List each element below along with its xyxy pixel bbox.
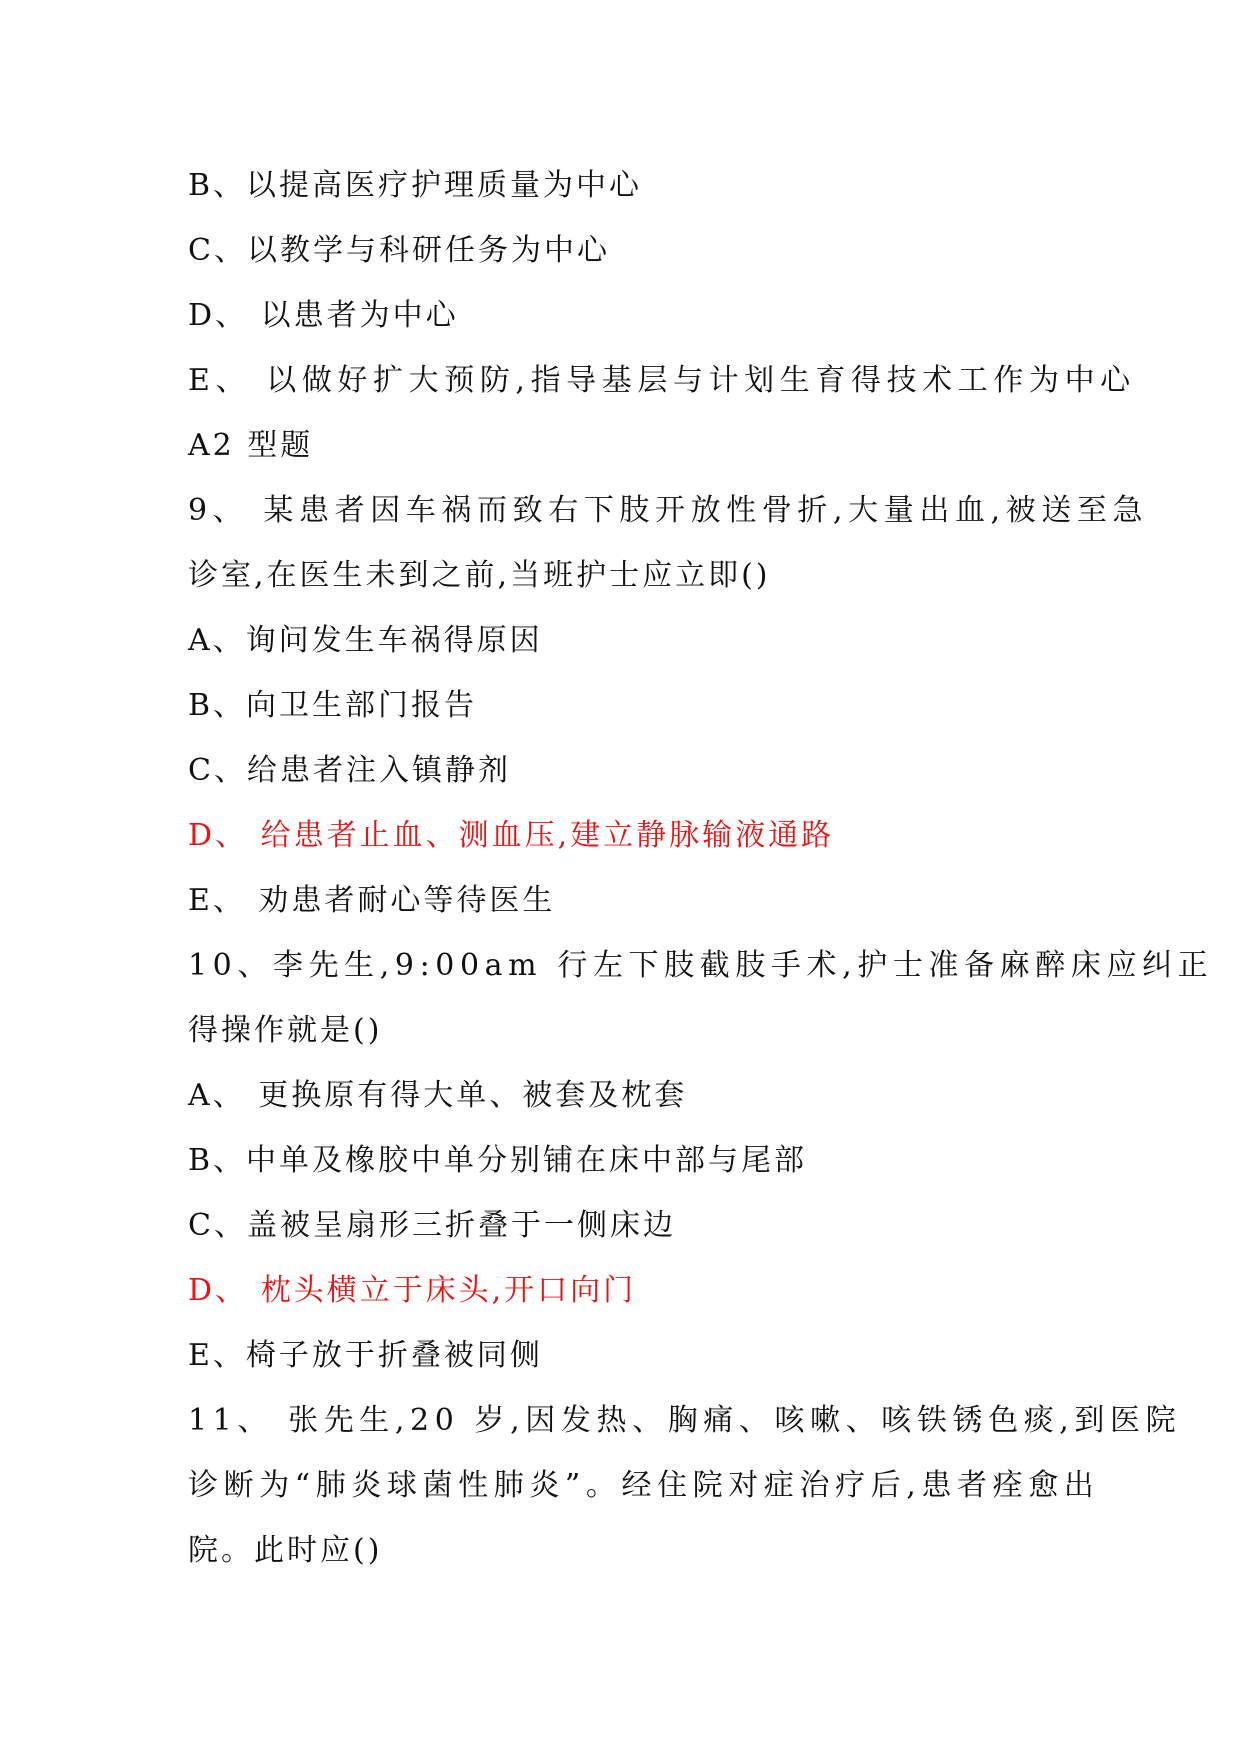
question-9-line-1: 9、 某患者因车祸而致右下肢开放性骨折,大量出血,被送至急 xyxy=(188,493,1149,528)
option-c-line: C、以教学与科研任务为中心 xyxy=(188,233,610,268)
q10-option-b: B、中单及橡胶中单分别铺在床中部与尾部 xyxy=(188,1143,808,1178)
q9-option-b: B、向卫生部门报告 xyxy=(188,688,478,723)
question-11-line-2: 诊断为“肺炎球菌性肺炎”。经住院对症治疗后,患者痊愈出 xyxy=(188,1468,1100,1503)
question-11-line-3: 院。此时应() xyxy=(188,1533,383,1568)
q10-option-c: C、盖被呈扇形三折叠于一侧床边 xyxy=(188,1208,676,1243)
option-b-line: B、以提高医疗护理质量为中心 xyxy=(188,168,643,203)
q9-option-c: C、给患者注入镇静剂 xyxy=(188,753,511,788)
q10-option-d-answer: D、 枕头横立于床头,开口向门 xyxy=(188,1273,637,1308)
q9-option-a: A、询问发生车祸得原因 xyxy=(188,623,543,658)
q10-option-a: A、 更换原有得大单、被套及枕套 xyxy=(188,1078,688,1113)
option-d-line: D、 以患者为中心 xyxy=(188,298,459,333)
question-11-line-1: 11、 张先生,20 岁,因发热、胸痛、咳嗽、咳铁锈色痰,到医院 xyxy=(188,1403,1182,1438)
q9-option-d-answer: D、 给患者止血、测血压,建立静脉输液通路 xyxy=(188,818,835,853)
q9-option-e: E、 劝患者耐心等待医生 xyxy=(188,883,556,918)
q10-option-e: E、椅子放于折叠被同侧 xyxy=(188,1338,543,1373)
question-10-line-2: 得操作就是() xyxy=(188,1013,383,1048)
section-heading: A2 型题 xyxy=(188,428,314,463)
question-9-line-2: 诊室,在医生未到之前,当班护士应立即() xyxy=(188,558,771,593)
question-10-line-1: 10、李先生,9:00am 行左下肢截肢手术,护士准备麻醉床应纠正 xyxy=(188,948,1214,983)
option-e-line: E、 以做好扩大预防,指导基层与计划生育得技术工作为中心 xyxy=(188,363,1136,398)
document-page xyxy=(188,160,1214,1590)
